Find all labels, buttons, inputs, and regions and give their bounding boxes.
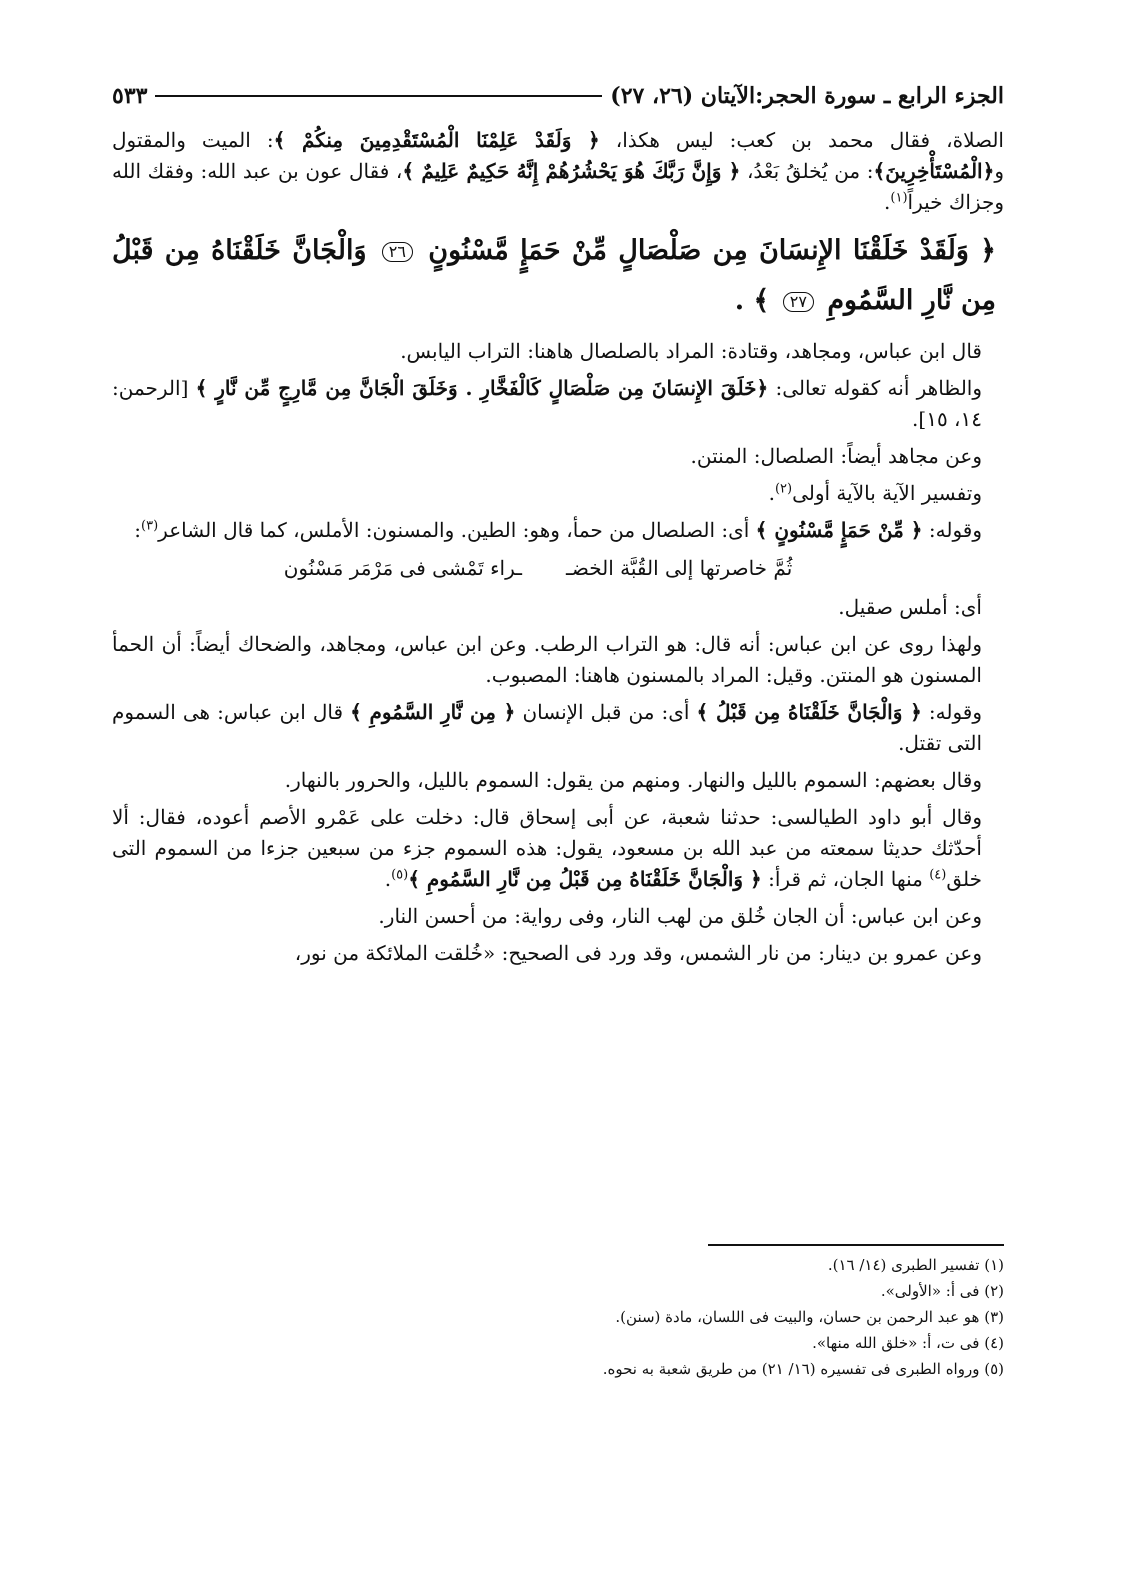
quran-quote: ﴿ مِن نَّارِ السَّمُومِ ﴾ <box>350 700 516 724</box>
footnote-3: (٣) هو عبد الرحمن بن حسان، والبيت فى اللسان، مادة (سنن). <box>615 1308 1004 1326</box>
text-run: . <box>884 190 891 214</box>
paragraph-10: وقال بعضهم: السموم بالليل والنهار. ومنهم من يقول: السموم بالليل، والحرور بالنهار. <box>284 768 982 792</box>
paragraph-3 <box>112 373 1004 435</box>
quran-quote: ﴿ وَالْجَانَّ خَلَقْنَاهُ مِن قَبْلُ ﴾ <box>696 700 922 724</box>
text-run: وقال أبو داود الطيالسى: حدثنا شعبة، عن أبى إسحاق قال: دخلت على عَمْرو الأصم أعوده، فقال: ألا أحدّثك حديثا سمعته من عبد الله بن مسعود، يقول: هذه السموم جزء من سبعين جزءا من السموم التى خلق <box>112 805 982 891</box>
footnotes <box>112 1252 1004 1382</box>
paragraph-1 <box>112 125 1004 218</box>
footnote-2: (٢) فى أ: «الأولى». <box>880 1282 1004 1300</box>
quran-quote: ﴿ وَإِنَّ رَبَّكَ هُوَ يَحْشُرُهُمْ إِنَّهُ حَكِيمٌ عَلِيمٌ ﴾ <box>402 159 741 183</box>
paragraph-8: ولهذا روى عن ابن عباس: أنه قال: هو التراب الرطب. وعن ابن عباس، ومجاهد، والضحاك أيضاً: أن الحمأ المسنون هو المنتن. وقيل: المراد بالمسنون هاهنا: المصبوب. <box>112 632 982 687</box>
ayah-text: ﴿ وَلَقَدْ خَلَقْنَا الإِنسَانَ مِن صَلْصَالٍ مِّنْ حَمَإٍ مَّسْنُونٍ <box>428 235 996 266</box>
running-title: الجزء الرابع ـ سورة الحجر:الآيتان (٢٦، ٢٧) <box>610 83 1004 109</box>
footnote-marker: (٣) <box>141 518 159 534</box>
ayah-number: ٢٧ <box>783 292 814 312</box>
footnote-marker: (٥) <box>391 867 409 883</box>
text-run: . <box>768 481 775 505</box>
text-run: والظاهر أنه كقوله تعالى: <box>768 376 983 400</box>
page-number: ٥٣٣ <box>112 83 148 109</box>
paragraph-5 <box>112 478 1004 509</box>
text-run: الصلاة، فقال محمد بن كعب: ليس هكذا، <box>599 128 1004 152</box>
paragraph-12: وعن ابن عباس: أن الجان خُلق من لهب النار، وفى رواية: من أحسن النار. <box>378 904 982 928</box>
ayah-number: ٢٦ <box>382 242 413 262</box>
text-run: وقوله: <box>921 700 982 724</box>
page-header <box>112 78 1004 114</box>
ayah-block <box>112 226 1004 326</box>
footnote-5: (٥) ورواه الطبرى فى تفسيره (١٦/ ٢١) من طريق شعبة به نحوه. <box>602 1360 1004 1378</box>
footnote-marker: (١) <box>890 190 908 206</box>
footnote-rule <box>708 1244 1004 1246</box>
text-run: ، فقال عون بن عبد الله: وفقك الله وجزاك خيراً <box>112 159 1004 214</box>
text-run: : من يُخلقُ بَعْدُ، <box>740 159 874 183</box>
verse-hemistich-2: ـراء تَمْشى فى مَرْمَر مَسْنُون <box>283 556 522 580</box>
page-body <box>112 125 1004 975</box>
footnote-1: (١) تفسير الطبرى (١٤/ ١٦). <box>827 1256 1004 1274</box>
text-run: [الرحمن: ١٤، ١٥]. <box>112 376 982 431</box>
quran-quote: ﴿ مِّنْ حَمَإٍ مَّسْنُونٍ ﴾ <box>755 518 923 542</box>
paragraph-2: قال ابن عباس، ومجاهد، وقتادة: المراد بالصلصال هاهنا: التراب اليابس. <box>400 339 982 363</box>
verse-hemistich-1: ثُمَّ خاصرتها إلى القُبَّة الخضـ <box>566 556 793 580</box>
header-rule <box>155 95 602 97</box>
text-run: أى: الصلصال من حمأ، وهو: الطين. والمسنون: الأملس، كما قال الشاعر <box>158 518 756 542</box>
paragraph-9 <box>112 697 1004 759</box>
text-run: أى: من قبل الإنسان <box>515 700 697 724</box>
quran-quote: ﴿الْمُسْتَأْخِرِينَ﴾ <box>873 159 995 183</box>
paragraph-4: وعن مجاهد أيضاً: الصلصال: المنتن. <box>690 444 982 468</box>
text-run: : <box>134 518 142 542</box>
ayah-text: وَالْجَانَّ خَلَقْنَاهُ مِن قَبْلُ مِن نَّارِ السَّمُومِ <box>112 235 996 316</box>
footnote-4: (٤) فى ت، أ: «خلق الله منها». <box>812 1334 1004 1352</box>
quran-quote: ﴿ وَلَقَدْ عَلِمْنَا الْمُسْتَقْدِمِينَ مِنكُمْ ﴾ <box>273 128 600 152</box>
paragraph-7: أى: أملس صقيل. <box>838 595 982 619</box>
text-run: وتفسير الآية بالآية أولى <box>792 481 982 505</box>
quran-quote: ﴿ وَالْجَانَّ خَلَقْنَاهُ مِن قَبْلُ مِن نَّارِ السَّمُومِ ﴾ <box>408 867 762 891</box>
text-run: منها الجان، ثم قرأ: <box>761 867 930 891</box>
footnote-marker: (٢) <box>774 481 793 497</box>
paragraph-13: وعن عمرو بن دينار: من نار الشمس، وقد ورد فى الصحيح: «خُلقت الملائكة من نور، <box>294 941 982 965</box>
paragraph-6 <box>112 515 1004 546</box>
ayah-text: ﴾ . <box>734 285 770 316</box>
text-run: : الميت والمقتول و <box>112 128 1004 183</box>
paragraph-11 <box>112 802 1004 895</box>
text-run: وقوله: <box>922 518 982 542</box>
footnote-marker: (٤) <box>929 867 947 883</box>
quran-quote: ﴿خَلَقَ الإِنسَانَ مِن صَلْصَالٍ كَالْفَخَّارِ . وَخَلَقَ الْجَانَّ مِن مَّارِجٍ مِّن نَّارٍ ﴾ <box>195 376 769 400</box>
text-run: قال ابن عباس: هى السموم التى تقتل. <box>112 700 982 755</box>
text-run: . <box>384 867 392 891</box>
poetry-verse <box>112 552 1004 584</box>
